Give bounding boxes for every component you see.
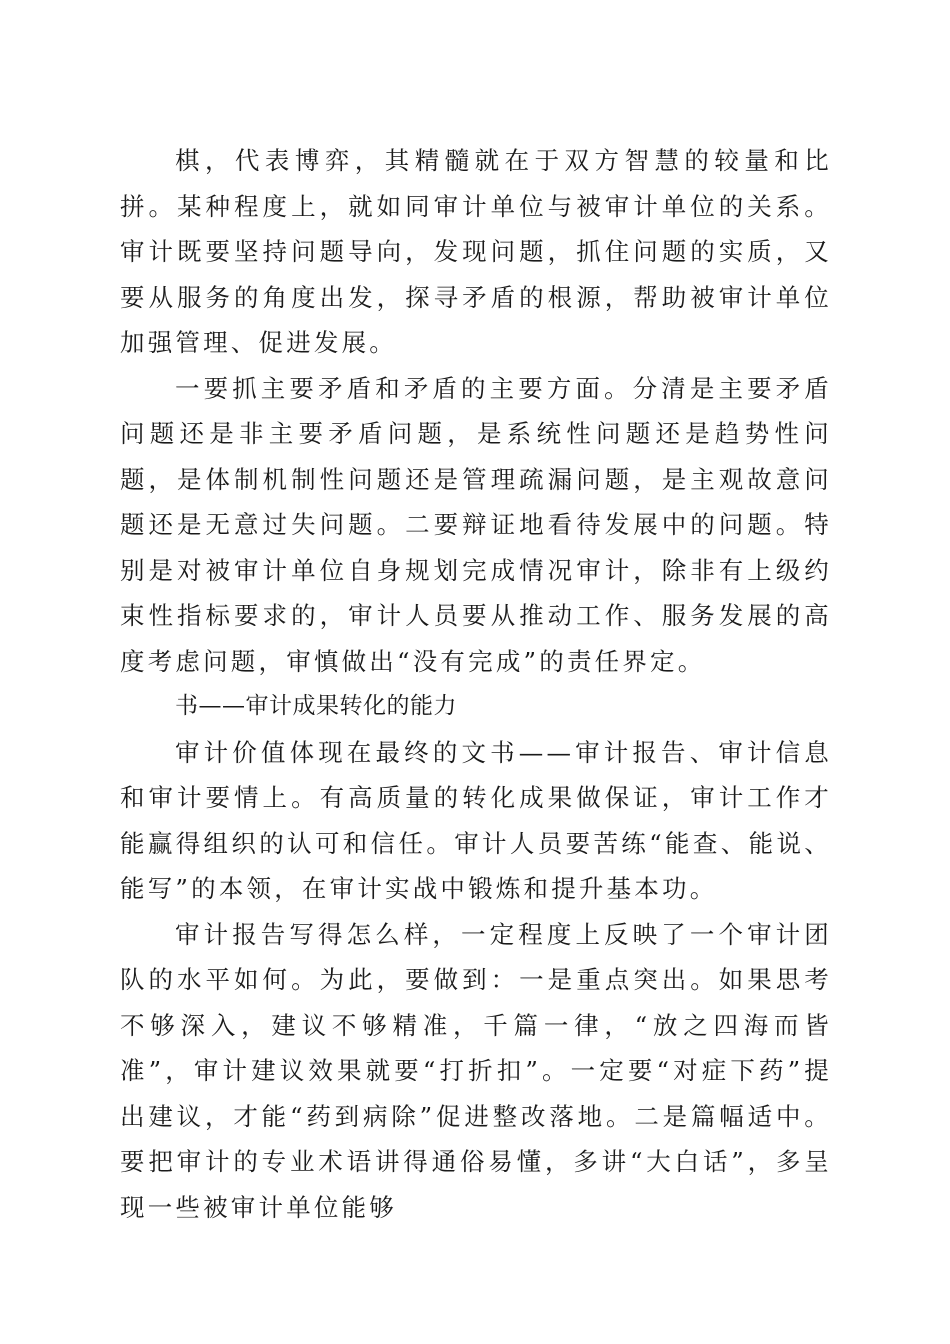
paragraph-main-contradiction: 一要抓主要矛盾和矛盾的主要方面。分清是主要矛盾问题还是非主要矛盾问题，是系统性问题还是趋势性问题，是体制机制性问题还是管理疏漏问题，是主观故意问题还是无意过失问题。二要辩证地看待发展中的问题。特别是对被审计单位自身规划完成情况审计，除非有上级约束性指标要求的，审计人员要从推动工作、服务发展的高度考虑问题，审慎做出“没有完成”的责任界定。 — [120, 373, 832, 676]
section-heading-book: 书——审计成果转化的能力 — [175, 693, 457, 719]
paragraph-audit-report: 审计报告写得怎么样，一定程度上反映了一个审计团队的水平如何。为此，要做到：一是重点突出。如果思考不够深入，建议不够精准，千篇一律，“放之四海而皆准”，审计建议效果就要“打折扣”。一定要“对症下药”提出建议，才能“药到病除”促进整改落地。二是篇幅适中。要把审计的专业术语讲得通俗易懂，多讲“大白话”，多呈现一些被审计单位能够 — [120, 919, 832, 1222]
paragraph-chess-intro: 棋，代表博弈，其精髓就在于双方智慧的较量和比拼。某种程度上，就如同审计单位与被审计单位的关系。审计既要坚持问题导向，发现问题，抓住问题的实质，又要从服务的角度出发，探寻矛盾的根源，帮助被审计单位加强管理、促进发展。 — [120, 146, 832, 357]
paragraph-audit-value: 审计价值体现在最终的文书——审计报告、审计信息和审计要情上。有高质量的转化成果做保证，审计工作才能赢得组织的认可和信任。审计人员要苦练“能查、能说、能写”的本领，在审计实战中锻炼和提升基本功。 — [120, 737, 832, 903]
document-body — [120, 138, 832, 1230]
